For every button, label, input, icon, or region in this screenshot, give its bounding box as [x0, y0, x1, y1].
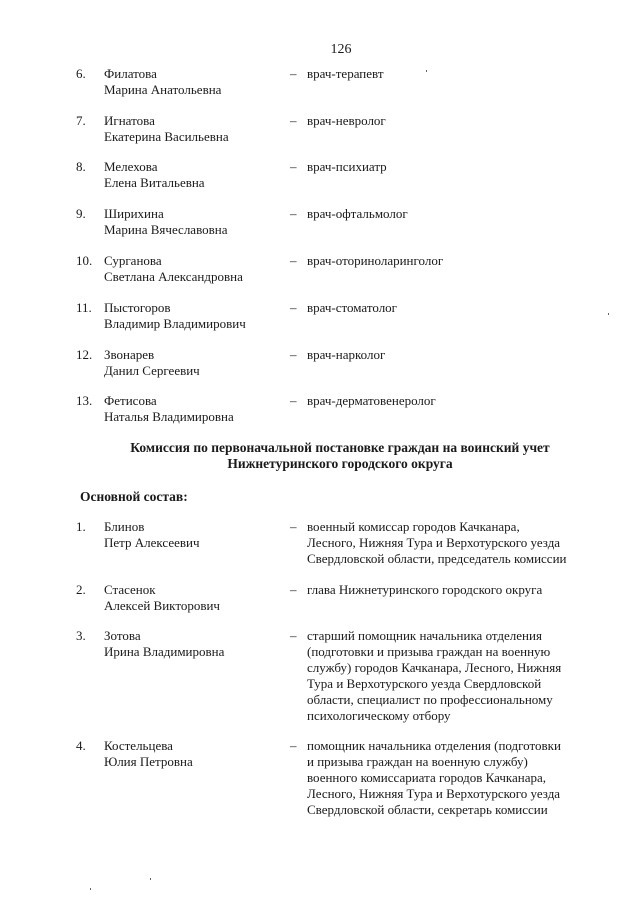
person-role-line: военный комиссар городов Качканара,: [307, 519, 520, 534]
person-surname: Мелехова: [104, 159, 158, 174]
person-given-names: Елена Витальевна: [104, 175, 205, 190]
person-surname: Зотова: [104, 628, 141, 643]
item-number: 10.: [76, 253, 93, 268]
dash: –: [290, 519, 297, 534]
person-role-line: Свердловской области, секретарь комиссии: [307, 802, 548, 817]
person-given-names: Юлия Петровна: [104, 754, 193, 769]
item-number: 8.: [76, 159, 86, 174]
person-given-names: Петр Алексеевич: [104, 535, 200, 550]
item-number: 2.: [76, 582, 86, 597]
dash: –: [290, 66, 297, 81]
person-role-line: службу) городов Качканара, Лесного, Нижняя: [307, 660, 562, 675]
item-number: 1.: [76, 519, 86, 534]
person-given-names: Наталья Владимировна: [104, 409, 234, 424]
person-surname: Фетисова: [104, 393, 157, 408]
dash: –: [290, 582, 297, 597]
person-given-names: Екатерина Васильевна: [104, 129, 229, 144]
person-role-line: Тура и Верхотурского уезда Свердловской: [307, 676, 542, 691]
person-role-line: военного комиссариата городов Качканара,: [307, 770, 547, 785]
person-role-line: Лесного, Нижняя Тура и Верхотурского уезда: [307, 535, 561, 550]
main-composition-label: Основной состав:: [80, 489, 188, 504]
item-number: 12.: [76, 347, 93, 362]
dash: –: [290, 300, 297, 315]
person-surname: Пыстогоров: [104, 300, 171, 315]
person-role: врач-оториноларинголог: [307, 253, 444, 268]
person-given-names: Владимир Владимирович: [104, 316, 246, 331]
person-role: врач-невролог: [307, 113, 386, 128]
dash: –: [290, 347, 297, 362]
person-role-line: и призыва граждан на военную службу): [307, 754, 528, 769]
person-role-line: области, специалист по профессиональному: [307, 692, 553, 707]
person-role-line: Свердловской области, председатель комиссии: [307, 551, 567, 566]
person-surname: Блинов: [104, 519, 145, 534]
dash: –: [290, 738, 297, 753]
person-given-names: Светлана Александровна: [104, 269, 243, 284]
commission-title-line-1: Комиссия по первоначальной постановке граждан на воинский учет: [130, 440, 550, 455]
person-role: врач-дерматовенеролог: [307, 393, 436, 408]
person-surname: Костельцева: [104, 738, 173, 753]
person-role-line: глава Нижнетуринского городского округа: [307, 582, 543, 597]
item-number: 7.: [76, 113, 86, 128]
item-number: 9.: [76, 206, 86, 221]
commission-title-line-2: Нижнетуринского городского округа: [227, 456, 453, 471]
dash: –: [290, 159, 297, 174]
person-surname: Филатова: [104, 66, 157, 81]
item-number: 3.: [76, 628, 86, 643]
scan-speck: [608, 313, 609, 315]
person-role-line: психологическому отбору: [307, 708, 451, 723]
person-given-names: Алексей Викторович: [104, 598, 220, 613]
person-surname: Ширихина: [104, 206, 164, 221]
dash: –: [290, 206, 297, 221]
person-surname: Стасенок: [104, 582, 156, 597]
dash: –: [290, 628, 297, 643]
person-role-line: (подготовки и призыва граждан на военную: [307, 644, 551, 659]
scan-speck: [150, 878, 151, 880]
item-number: 6.: [76, 66, 86, 81]
dash: –: [290, 253, 297, 268]
dash: –: [290, 393, 297, 408]
item-number: 4.: [76, 738, 86, 753]
person-role-line: помощник начальника отделения (подготовки: [307, 738, 561, 753]
item-number: 11.: [76, 300, 92, 315]
person-given-names: Марина Анатольевна: [104, 82, 222, 97]
person-given-names: Данил Сергеевич: [104, 363, 200, 378]
person-role: врач-нарколог: [307, 347, 386, 362]
person-role-line: старший помощник начальника отделения: [307, 628, 542, 643]
scan-speck: [90, 888, 91, 890]
dash: –: [290, 113, 297, 128]
person-surname: Игнатова: [104, 113, 155, 128]
page-number: 126: [330, 42, 352, 57]
person-role: врач-психиатр: [307, 159, 387, 174]
person-given-names: Марина Вячеславовна: [104, 222, 228, 237]
person-surname: Сурганова: [104, 253, 162, 268]
person-role-line: Лесного, Нижняя Тура и Верхотурского уезда: [307, 786, 561, 801]
item-number: 13.: [76, 393, 93, 408]
scan-speck: [426, 70, 427, 72]
person-surname: Звонарев: [104, 347, 155, 362]
person-role: врач-стоматолог: [307, 300, 398, 315]
person-role: врач-терапевт: [307, 66, 384, 81]
person-given-names: Ирина Владимировна: [104, 644, 225, 659]
person-role: врач-офтальмолог: [307, 206, 408, 221]
